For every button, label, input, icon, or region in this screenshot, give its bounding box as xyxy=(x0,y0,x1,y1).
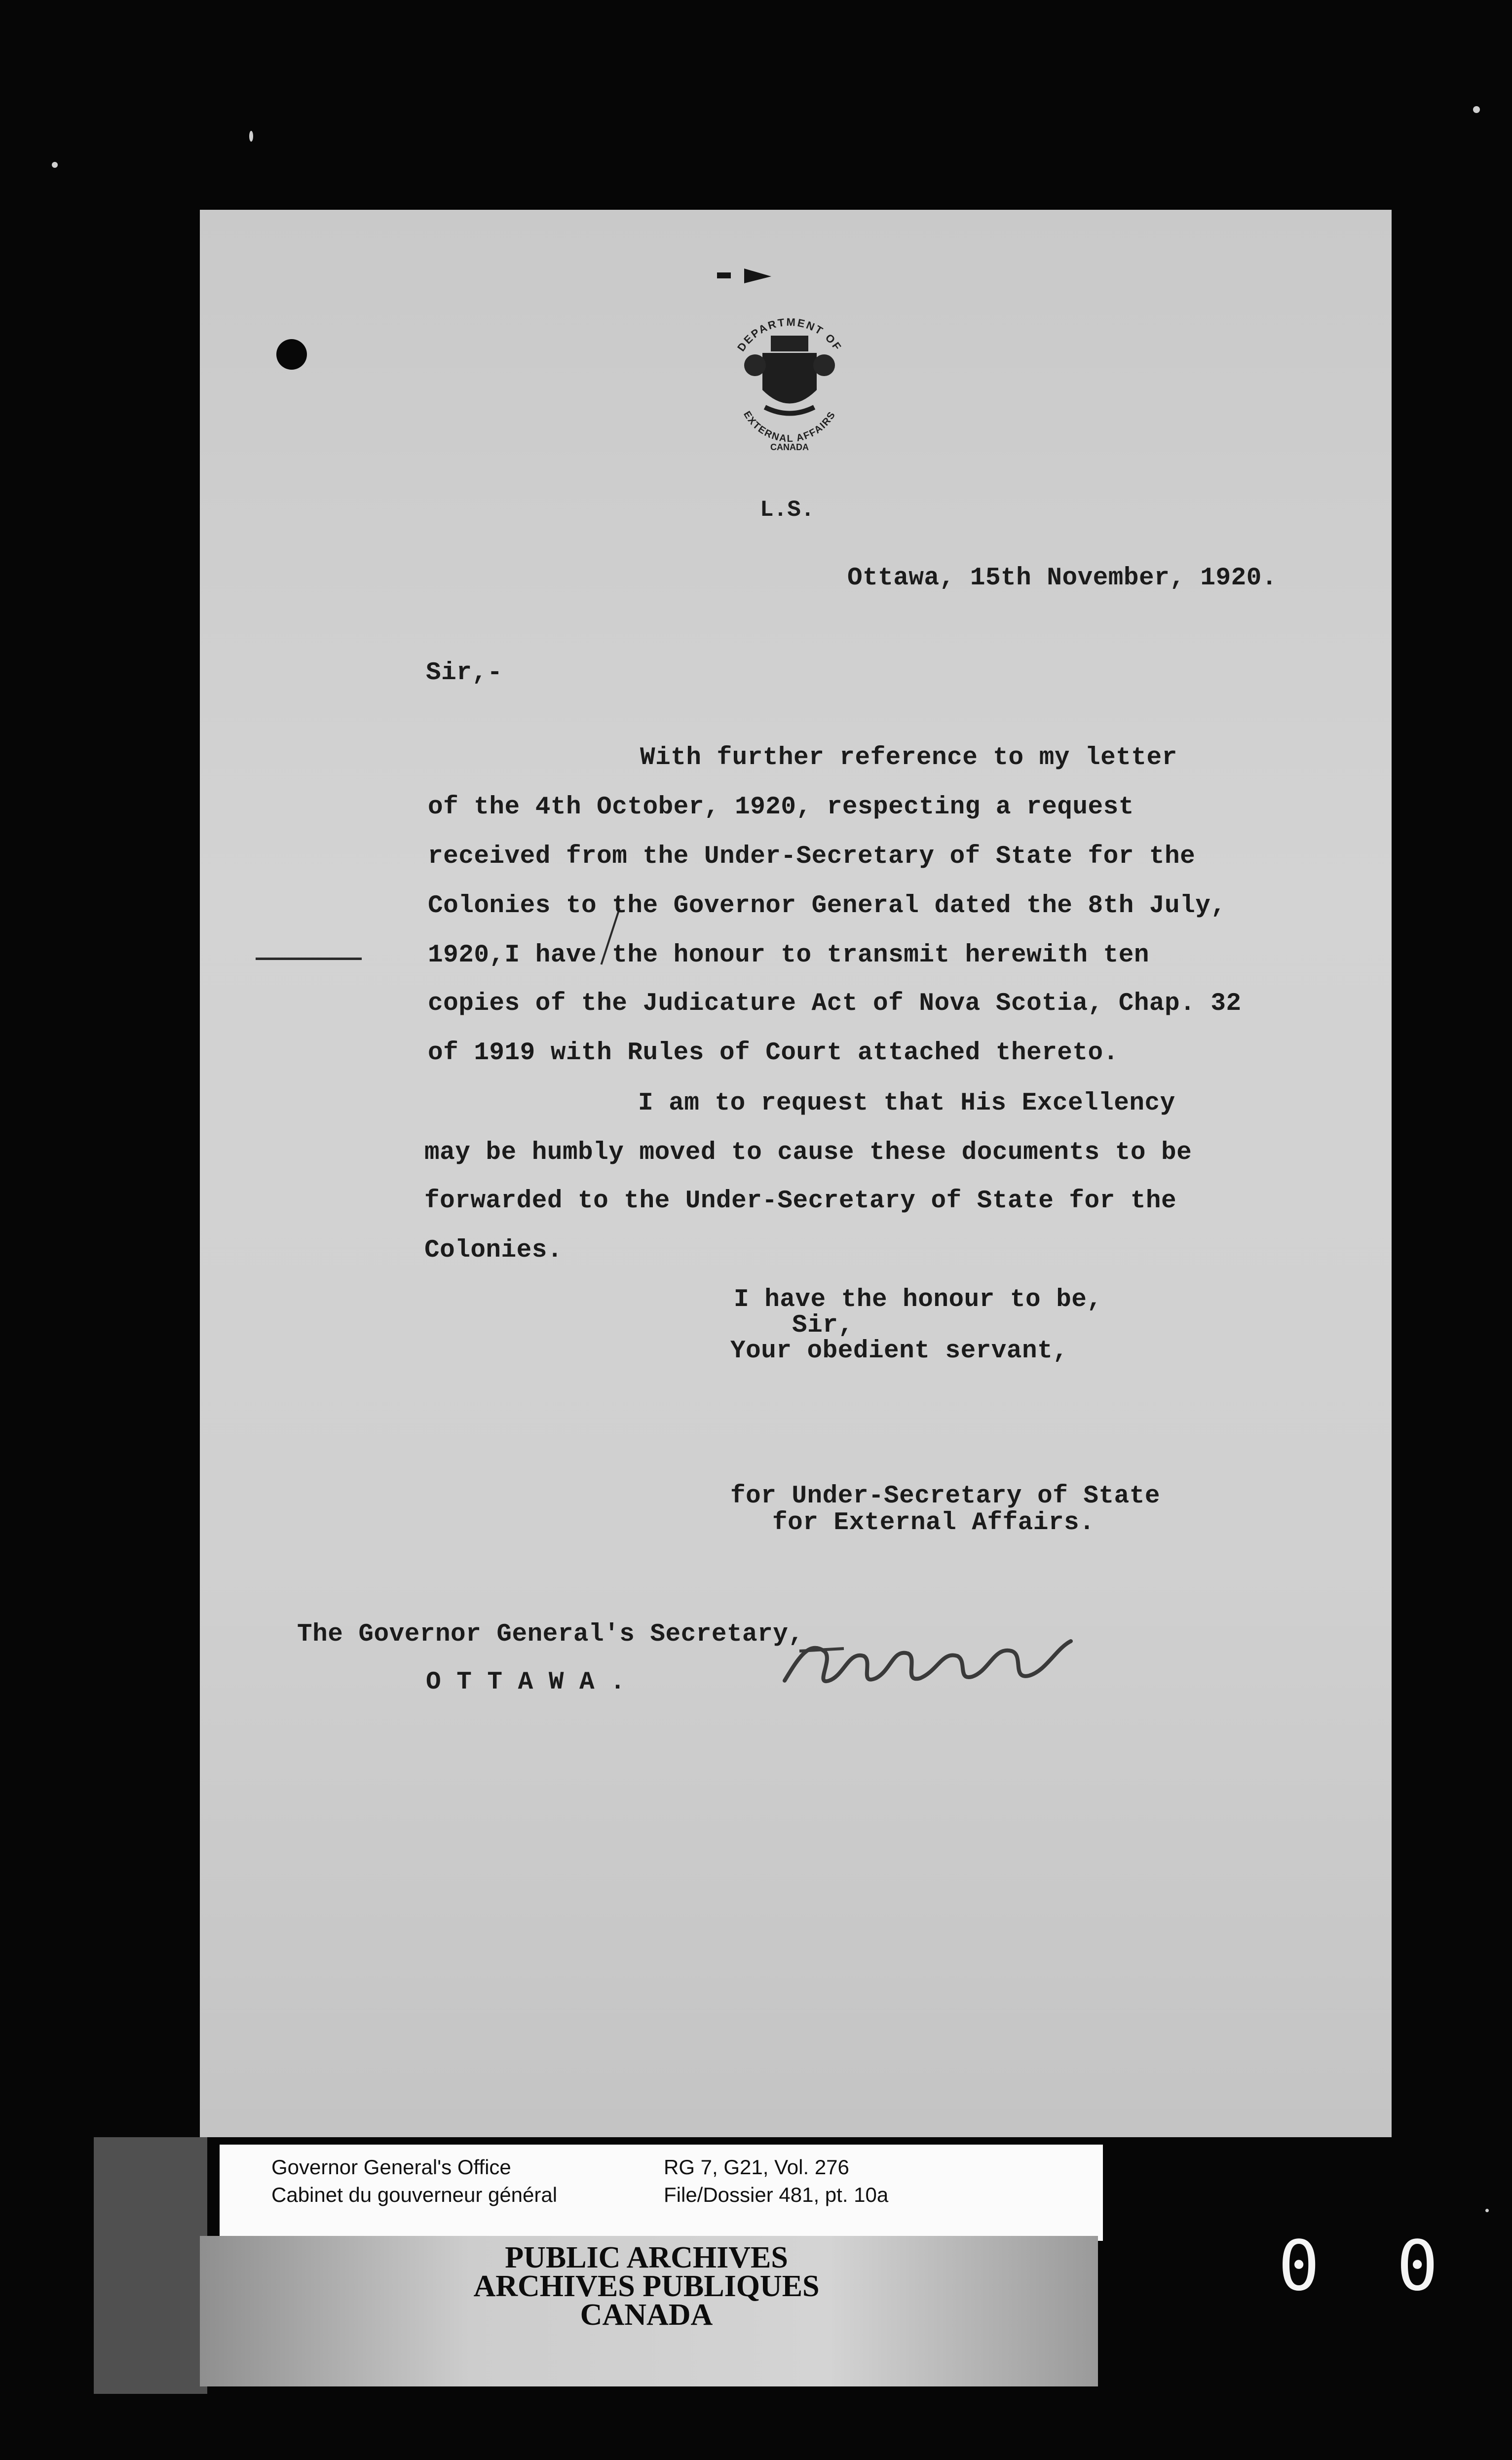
body-line: of the 4th October, 1920, respecting a request xyxy=(428,793,1134,821)
film-speck xyxy=(52,162,58,168)
office-en: Governor General's Office xyxy=(271,2155,511,2179)
body-line: 1920,I have the honour to transmit herewith ten xyxy=(428,941,1149,969)
handwritten-signature xyxy=(770,1621,1091,1700)
svg-text:EXTERNAL AFFAIRS: EXTERNAL AFFAIRS xyxy=(741,409,838,445)
frame-number: 0 xyxy=(1397,2226,1438,2306)
signature-title-line: for External Affairs. xyxy=(772,1509,1095,1537)
addressee-line: The Governor General's Secretary, xyxy=(297,1620,804,1649)
punch-hole xyxy=(276,339,307,370)
office-fr: Cabinet du gouverneur général xyxy=(271,2183,558,2206)
closing-line: Sir, xyxy=(792,1311,854,1340)
svg-text:DEPARTMENT OF: DEPARTMENT OF xyxy=(734,315,845,354)
archives-stamp xyxy=(434,2241,859,2332)
signature-title-line: for Under-Secretary of State xyxy=(730,1482,1160,1510)
salutation: Sir,- xyxy=(426,659,503,687)
film-speck xyxy=(249,131,253,142)
archive-file: File/Dossier 481, pt. 10a xyxy=(664,2183,889,2206)
film-edge-block xyxy=(94,2137,207,2394)
body-line: With further reference to my letter xyxy=(640,744,1177,772)
archives-line: CANADA xyxy=(580,2298,713,2332)
body-line: forwarded to the Under-Secretary of State for the xyxy=(424,1187,1177,1215)
svg-text:CANADA: CANADA xyxy=(770,442,809,452)
letter-page xyxy=(200,210,1392,2137)
film-speck xyxy=(1473,106,1480,113)
body-line: Colonies to the Governor General dated the 8th July, xyxy=(428,892,1226,920)
archive-reference: RG 7, G21, Vol. 276 xyxy=(664,2155,849,2179)
department-seal-icon xyxy=(716,306,864,454)
ls-mark: L.S. xyxy=(760,497,815,523)
film-speck xyxy=(1485,2209,1489,2212)
archives-line: PUBLIC ARCHIVES xyxy=(505,2241,788,2274)
body-line: of 1919 with Rules of Court attached thereto. xyxy=(428,1039,1119,1067)
archives-line: ARCHIVES PUBLIQUES xyxy=(473,2269,820,2303)
body-line: Colonies. xyxy=(424,1236,563,1265)
margin-rule xyxy=(256,958,362,960)
closing-line: Your obedient servant, xyxy=(730,1337,1068,1365)
dateline: Ottawa, 15th November, 1920. xyxy=(847,564,1277,592)
stamp-mark xyxy=(717,268,771,284)
body-line: copies of the Judicature Act of Nova Scotia, Chap. 32 xyxy=(428,990,1242,1018)
addressee-line: O T T A W A . xyxy=(426,1668,626,1696)
body-line: I am to request that His Excellency xyxy=(638,1089,1175,1117)
body-line: received from the Under-Secretary of State for the xyxy=(428,843,1196,871)
body-line: may be humbly moved to cause these documents to be xyxy=(424,1139,1192,1167)
closing-line: I have the honour to be, xyxy=(734,1286,1102,1314)
frame-number: 0 xyxy=(1278,2226,1320,2306)
archive-reference-label xyxy=(220,2145,1103,2241)
